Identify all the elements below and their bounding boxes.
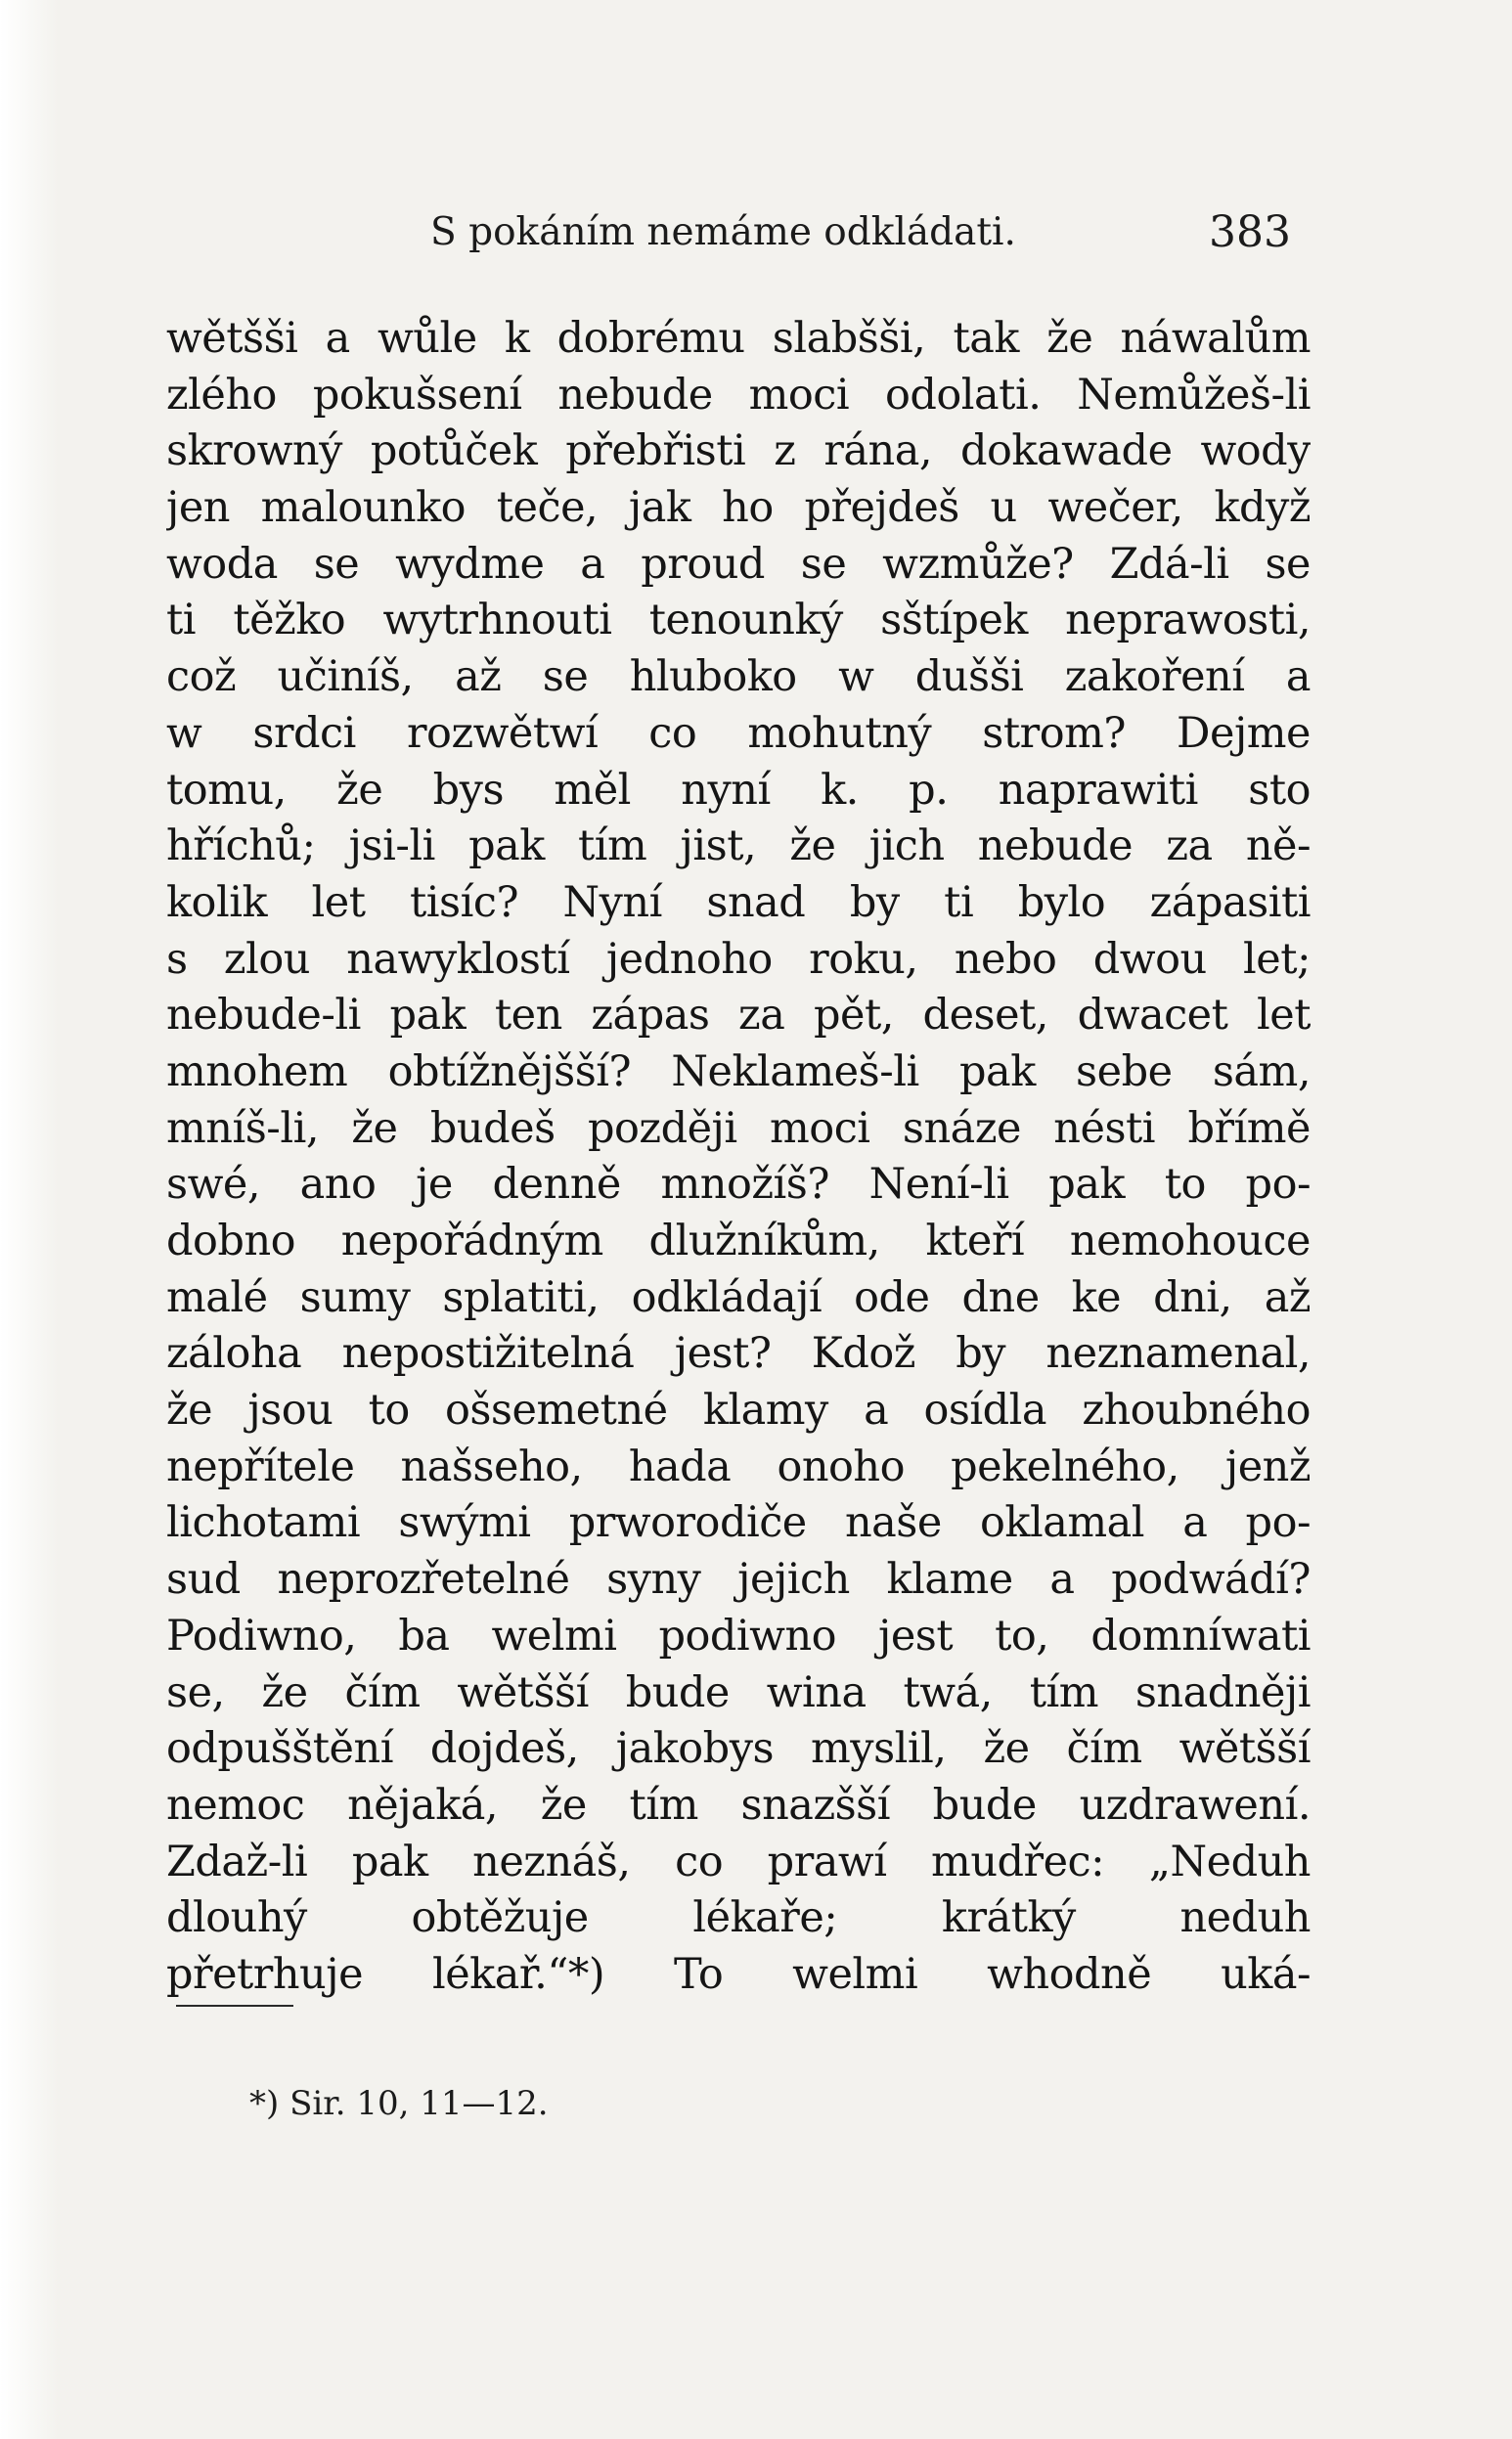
text-line: w srdci rozwětwí co mohutný strom? Dejme [166, 708, 1311, 758]
text-line: jen malounko teče, jak ho přejdeš u wečer, když [166, 483, 1311, 533]
text-line: skrowný potůček přebřisti z rána, dokawade wody [166, 426, 1311, 476]
text-line: woda se wydme a proud se wzmůže? Zdá-li se [166, 539, 1311, 589]
page-header [430, 203, 1291, 262]
text-line: lichotami swými prworodiče naše oklamal a po- [166, 1498, 1311, 1548]
text-line: odpušštění dojdeš, jakobys myslil, že čím wětšší [166, 1724, 1311, 1774]
text-line: Podiwno, ba welmi podiwno jest to, domníwati [166, 1611, 1311, 1661]
footnote: *) Sir. 10, 11—12. [249, 2084, 549, 2123]
text-line: mníš-li, že budeš později moci snáze nésti břímě [166, 1103, 1311, 1153]
text-line: dlouhý obtěžuje lékaře; krátký neduh [166, 1893, 1311, 1943]
running-title: S pokáním nemáme odkládati. [430, 210, 1016, 254]
text-line: wětšši a wůle k dobrému slabšši, tak že náwalům [166, 314, 1311, 363]
text-line: nebude-li pak ten zápas za pět, deset, dwacet let [166, 991, 1311, 1041]
text-line: mnohem obtížnějšší? Neklameš-li pak sebe sám, [166, 1046, 1311, 1096]
text-line: nepřítele našseho, hada onoho pekelného, jenž [166, 1441, 1311, 1491]
text-line: malé sumy splatiti, odkládají ode dne ke dni, až [166, 1272, 1311, 1322]
text-line: že jsou to ošsemetné klamy a osídla zhoubného [166, 1386, 1311, 1436]
text-line: což učiníš, až se hluboko w dušši zakoření a [166, 652, 1311, 702]
body-text [166, 311, 1311, 2004]
text-line: sud neprozřetelné syny jejich klame a podwádí? [166, 1555, 1311, 1605]
text-line: přetrhuje lékař.“*) To welmi whodně uká- [166, 1949, 1311, 1999]
page-number: 383 [1209, 207, 1291, 257]
text-line: ti těžko wytrhnouti tenounký sštípek neprawosti, [166, 596, 1311, 645]
text-line: hříchů; jsi-li pak tím jist, že jich nebude za ně- [166, 821, 1311, 871]
page-edge [0, 0, 59, 2439]
text-line: nemoc nějaká, že tím snazšší bude uzdrawení. [166, 1780, 1311, 1830]
text-line: kolik let tisíc? Nyní snad by ti bylo zápasiti [166, 877, 1311, 927]
text-line: dobno nepořádným dlužníkům, kteří nemohouce [166, 1217, 1311, 1265]
text-line: tomu, že bys měl nyní k. p. naprawiti sto [166, 765, 1311, 815]
footnote-divider [176, 2005, 293, 2007]
text-line: swé, ano je denně množíš? Není-li pak to po- [166, 1160, 1311, 1210]
text-line: zlého pokušsení nebude moci odolati. Nemůžeš-li [166, 370, 1311, 420]
text-line: Zdaž-li pak neznáš, co prawí mudřec: „Neduh [166, 1837, 1311, 1886]
text-line: s zlou nawyklostí jednoho roku, nebo dwou let; [166, 934, 1311, 984]
text-line: se, že čím wětšší bude wina twá, tím snadněji [166, 1667, 1311, 1717]
text-line: záloha nepostižitelná jest? Kdož by neznamenal, [166, 1329, 1311, 1379]
